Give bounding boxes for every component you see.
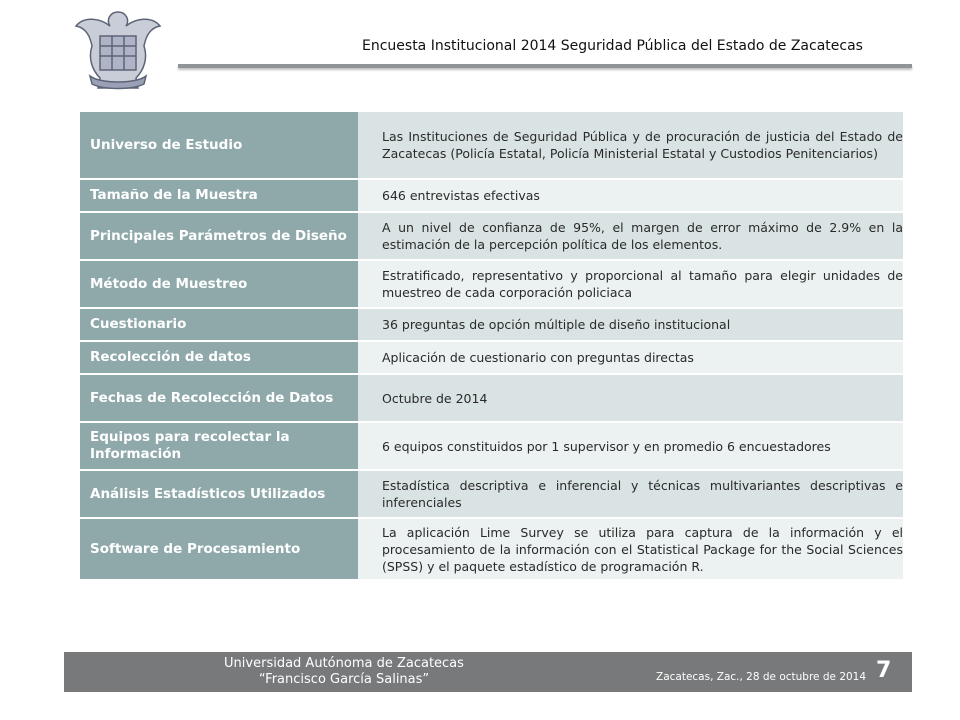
table-row (80, 471, 903, 517)
row-label: Equipos para recolectar la Información (80, 423, 358, 469)
row-label: Análisis Estadísticos Utilizados (80, 471, 358, 517)
row-label: Software de Procesamiento (80, 519, 358, 579)
row-label: Tamaño de la Muestra (80, 180, 358, 211)
row-value: Estadística descriptiva e inferencial y técnicas multivariantes descriptivas e inferenciales (358, 471, 903, 517)
table-row (80, 342, 903, 373)
row-value: Octubre de 2014 (358, 375, 903, 421)
footer-date: Zacatecas, Zac., 28 de octubre de 2014 (656, 671, 867, 683)
table-row (80, 261, 903, 307)
row-label: Cuestionario (80, 309, 358, 340)
row-value: Las Instituciones de Seguridad Pública y de procuración de justicia del Estado de Zacatecas (Policía Estatal, Policía Ministerial Estatal y Custodios Penitenciarios) (358, 112, 903, 178)
table-row (80, 112, 903, 178)
table-row (80, 213, 903, 259)
row-value: 6 equipos constituidos por 1 supervisor y en promedio 6 encuestadores (358, 423, 903, 469)
header-divider (178, 64, 912, 68)
footer-bar (64, 652, 912, 692)
survey-methodology-table (80, 110, 903, 581)
table-row (80, 423, 903, 469)
table-row (80, 309, 903, 340)
university-eagle-seal-icon (70, 6, 166, 96)
row-label: Universo de Estudio (80, 112, 358, 178)
row-value: Estratificado, representativo y proporcional al tamaño para elegir unidades de muestreo de cada corporación policiaca (358, 261, 903, 307)
page-number: 7 (876, 658, 892, 683)
row-label: Principales Parámetros de Diseño (80, 213, 358, 259)
table-row (80, 519, 903, 579)
table-row (80, 375, 903, 421)
row-value: A un nivel de confianza de 95%, el margen de error máximo de 2.9% en la estimación de la percepción política de los elementos. (358, 213, 903, 259)
row-value: Aplicación de cuestionario con preguntas directas (358, 342, 903, 373)
row-label: Recolección de datos (80, 342, 358, 373)
table-row (80, 180, 903, 211)
row-value: 646 entrevistas efectivas (358, 180, 903, 211)
page-title: Encuesta Institucional 2014 Seguridad Pública del Estado de Zacatecas (362, 38, 863, 54)
row-value: 36 preguntas de opción múltiple de diseño institucional (358, 309, 903, 340)
row-label: Método de Muestreo (80, 261, 358, 307)
row-label: Fechas de Recolección de Datos (80, 375, 358, 421)
row-value: La aplicación Lime Survey se utiliza para captura de la información y el procesamiento de la información con el Statistical Package for the Social Sciences (SPSS) y el paquete estadístico de programación R. (358, 519, 903, 579)
footer-university-subtitle: “Francisco García Salinas” (258, 672, 430, 687)
footer-university-name: Universidad Autónoma de Zacatecas (224, 656, 464, 671)
